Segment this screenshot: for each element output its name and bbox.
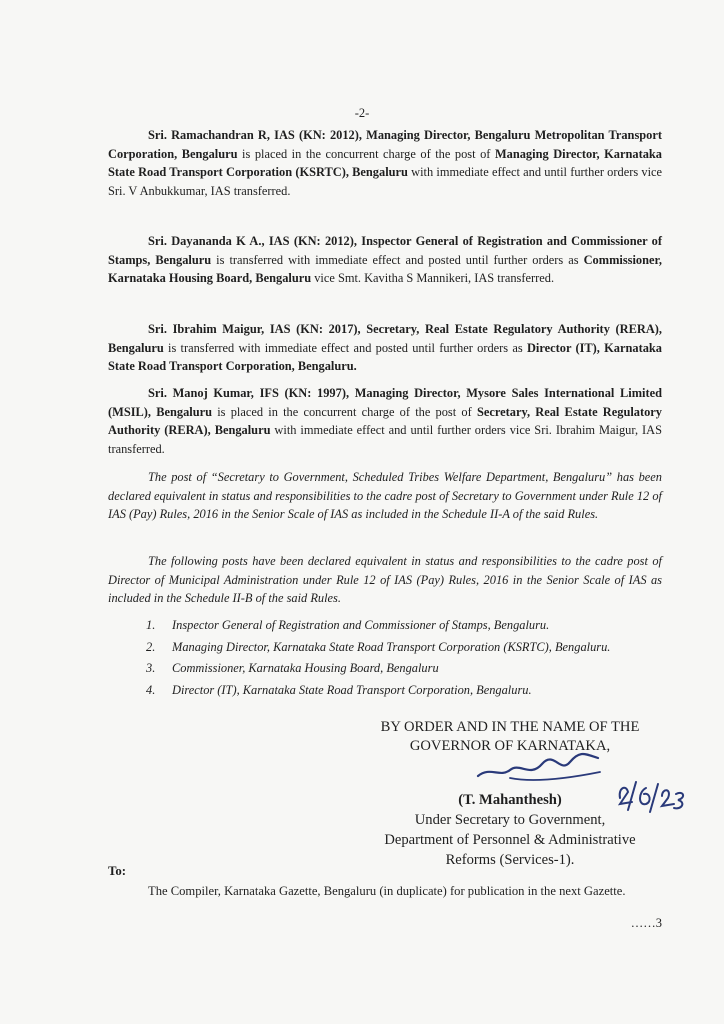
list-item [146, 616, 664, 635]
officer-name: Sri. Manoj Kumar, IFS (KN: 1997), Managing Director, Mysore Sales International Limited (MSIL), Bengaluru [108, 386, 662, 419]
order-line: GOVERNOR OF KARNATAKA, [409, 738, 611, 754]
list-number: 2. [146, 639, 156, 654]
signatory-department: Department of Personnel & Administrative [384, 832, 636, 848]
paragraph-text: The post of “Secretary to Government, Scheduled Tribes Welfare Department, Bengaluru” has been declared equivalent in status and responsibilities to the cadre post of Secretary to Government under Rule 12 of IAS (Pay) Rules, 2016 in the Senior Scale of IAS as included in the Schedule II-A of the said Rules. [108, 470, 662, 522]
officer-name: Sri. Dayananda K A., IAS (KN: 2012), Inspector General of Registration and Commissioner of Stamps, Bengaluru [108, 234, 662, 267]
paragraph-text: with immediate effect and until further orders vice Sri. Ibrahim Maigur, IAS transferred. [108, 423, 662, 456]
signatory-designation: Under Secretary to Government, [414, 812, 606, 828]
paragraph-text: vice Smt. Kavitha S Mannikeri, IAS transferred. [311, 271, 555, 286]
paragraph-text: is transferred with immediate effect and posted until further orders as [211, 252, 584, 267]
paragraph-text: with immediate effect and until further orders vice Sri. V Anbukkumar, IAS transferred. [108, 165, 663, 198]
order-paragraph-3 [108, 320, 662, 376]
signatory-section: Reforms (Services-1). [445, 852, 575, 868]
officer-name: Sri. Ibrahim Maigur, IAS (KN: 2017), Secretary, Real Estate Regulatory Authority (RERA), Bengaluru [108, 322, 662, 355]
list-text: Inspector General of Registration and Commissioner of Stamps, Bengaluru. [172, 618, 550, 632]
posting: Secretary, Real Estate Regulatory Authority (RERA), Bengaluru [108, 404, 662, 438]
list-item [146, 638, 664, 657]
recipient-paragraph [108, 882, 662, 901]
paragraph-text: is placed in the concurrent charge of the post of [212, 404, 477, 419]
equivalence-paragraph-1 [108, 468, 662, 524]
order-paragraph-1 [108, 126, 662, 200]
order-paragraph-4 [108, 384, 662, 458]
to-label: To: [108, 864, 127, 878]
signatory-block [340, 790, 680, 870]
paragraph-text: is placed in the concurrent charge of the post of [237, 146, 495, 161]
continuation-marker: ……3 [630, 916, 662, 930]
list-number: 1. [146, 618, 156, 632]
list-item [146, 659, 664, 678]
signatory-name: (T. Mahanthesh) [458, 792, 562, 808]
order-paragraph-2 [108, 232, 662, 288]
recipient-text: The Compiler, Karnataka Gazette, Bengaluru (in duplicate) for publication in the next Gazette. [148, 884, 626, 898]
officer-name: Sri. Ramachandran R, IAS (KN: 2012), Managing Director, Bengaluru Metropolitan Transport Corporation, Bengaluru [108, 128, 662, 161]
list-text: Director (IT), Karnataka State Road Transport Corporation, Bengaluru. [172, 682, 532, 697]
list-item [146, 681, 664, 700]
list-number: 3. [146, 661, 156, 676]
posting: Managing Director, Karnataka State Road Transport Corporation (KSRTC), Bengaluru [108, 146, 662, 180]
order-line: BY ORDER AND IN THE NAME OF THE [380, 719, 640, 735]
list-number: 4. [146, 682, 156, 697]
paragraph-text: The following posts have been declared equivalent in status and responsibilities to the cadre post of Director of Municipal Administration under Rule 12 of IAS (Pay) Rules, 2016 in the Senior Scale of IAS as included in the Schedule II-B of the said Rules. [108, 554, 662, 606]
posting: Commissioner, Karnataka Housing Board, Bengaluru [108, 252, 662, 286]
posting: Director (IT), Karnataka State Road Transport Corporation, Bengaluru. [108, 340, 662, 374]
list-text: Managing Director, Karnataka State Road Transport Corporation (KSRTC), Bengaluru. [172, 639, 611, 654]
list-text: Commissioner, Karnataka Housing Board, Bengaluru [172, 661, 439, 676]
page-number: -2- [354, 106, 370, 120]
paragraph-text: is transferred with immediate effect and posted until further orders as [163, 340, 527, 355]
equivalence-paragraph-2 [108, 552, 662, 608]
posts-list [146, 616, 664, 702]
